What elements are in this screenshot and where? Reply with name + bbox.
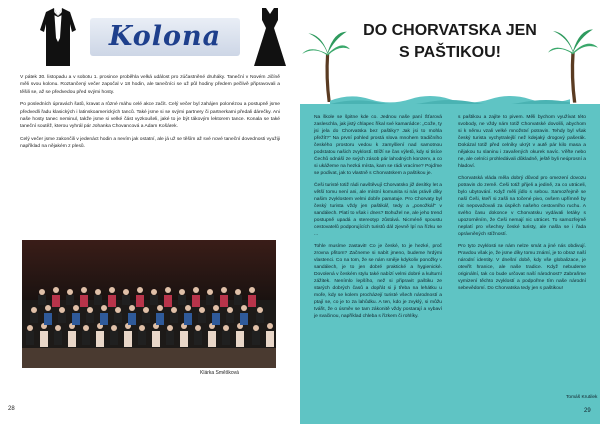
article-paragraph: Češi turisté totiž rádi navštěvují Chorvatsko již desítky let a větší tomu není ani, ale místní komunita si nás právě díky našim zvyklostem velmi dobře pamatuje. Pro Chorvaty byl český turista vždy jen paštikář, tedy a „ponožkář“ v sandálech. Platí to však i dnes? Bohužel ne, ale jeho trend postupně upadá a stereotyp zůstává. Nicméně spoustu cestovatelů podporujících turistů dál zjevně lpí na řízku se ...	[314, 183, 442, 237]
article-paragraph: Na škole se špitne kde co. Jednou naše paní Šťarová zasleschla, jak jistý chlapec říkal své kamarádce: „Cože, ty jsi jela do Chorvatska bez paštiky? Jak jsi to mohla přežít?“ Na první pohled prostá slova mnohem tradičního českého prostoru vedou k zamyšlení nad samotnou podstatou našich zvyklostí. Blíží se čas výletů, kdy si tisíce Čechů odnáší ze svých zásob pár lahodných konzerv, a co si ukážeme na hezká místa, kam se rádi vracíme? Pojďme se podívat, jak to vlastně s Chorvatskem a paštikou je.	[314, 115, 442, 176]
article-paragraph: Tohle musíme zastavit! Co je české, to je hezké, proč zrovna přitom? Začneme si nabít jmeno, budeme hrdými vlastenci. Co na tom, že se nám směje kdykoliv ponožky v sandálech, je to jen dobré praktické a hygienické. Dovolená v českém stylu také nabízí velmi dobré a kulturní zážitek. Nenímlo lepšího, než si připravit paštiku ze starých dobrých časů a dopřát si ji třeba na lehátku u moře, kdy se kolem procházejí turisté všech národností a ptají se, co je to za lahůdku. A ten, kdo je zvyklý, si můžu tvářit, že o úsměv se tam zákonitě vždy postarají a vybaví je svačinou, například chleba s řízkem či rohlíky.	[314, 244, 442, 319]
right-page	[300, 0, 600, 424]
article-column-1	[314, 114, 442, 325]
photo-caption: Klárka Směšková	[200, 370, 239, 376]
group-photo	[22, 240, 276, 368]
title-line-1: DO CHORVATSKA JEN	[363, 22, 537, 39]
page-number-left: 28	[8, 406, 15, 412]
left-paragraph: V pátek 30. listopadu a v sobotu 1. prosince proběhla velká událost pro zúčastněné druháky. Taneční v Novém Jičíně měli svou kolonu. Roztančený večer započal v 18 hodin, ale tanečníci se už půl hodiny předem pečlivě připravovali a těšili se, až se předvedou před svými hosty.	[20, 75, 280, 95]
page-number-right: 29	[584, 408, 591, 414]
author-name: Tomáš Krutilek	[566, 395, 598, 400]
article-paragraph: Pro tyto zvyklosti se nám nelze smát a jiné nás obdivují. Pravdou však je, že jsme díky tomu známí, je to obraz naší národní identity. V dnešní době, kdy vše globalizace, je otevřít hranice, ale naše tradice. Když nebudeme originální, tak co bude určovat naší národnost? Zabraňme vymizení těchto zvyklostí a podpořme tím naše národní sebevědomí. Do Chorvatska tedy jen s paštikou!	[458, 244, 586, 291]
title-box	[90, 18, 240, 56]
article-paragraph: s paštikou a zajíte to pivem. Měli bychom využívat této svobody, ne vždy nám totiž Chorvatské dovolili, abychom si k němu vzali velké množství potravin. Tehdy byl však český turista vychytralejší než kdejaký drogový pašerák. Dokázal totiž před celníky ukrýt v autě pár kilo masa a nějakou tu slaninu i zavařených okurek navíc. Věřte nebo ne, ale celníci prohledávali důkladně, ještě byli neúprosní a hladoví.	[458, 115, 586, 169]
left-header	[18, 6, 282, 68]
left-paragraph: Po posledních úpravách šatů, kravat a různé máhu celé akce začít. Celý večer byl zahájen polonézou a postupně jsme předvedli řadu klasických i latinskoamerických tanců. Také jsme si se svými partnery či partnerkami předali dárečky. Ani naše hosty tanec neminul, takže jsme si velké část vyzkoušeli, jaké to je být tákovým lektorem tance. Konala se také taneční soutěž, kterou vyhrál pár Johanka Chovancová a Adam Košárek.	[20, 102, 280, 130]
tuxedo-icon	[40, 8, 76, 66]
page-title: Kolona	[108, 21, 222, 52]
photo-crowd	[22, 240, 276, 368]
left-paragraph: Celý večer jsme zakončili v jedenáct hodin a nevím jak ostatní, ale já už se těším až své nové taneční dovednosti využiji například na nějakém z plesů.	[20, 136, 280, 150]
right-header	[300, 0, 600, 112]
article-title	[340, 20, 560, 64]
title-line-2: S PAŠTIKOU!	[399, 44, 501, 61]
left-article-text	[20, 74, 280, 156]
article-column-2	[458, 114, 586, 297]
dress-icon	[252, 8, 288, 66]
article-paragraph: Chorvatská vláda měla dobrý důvod pro omezení dovozu potravin do země. Češi totiž přijeli a jedině, za co utráceli, bylo ubytování. Když měli jídlo s sebou. Samozřejmě se naší Češi, kteří si zašli na točené pivo, ovšem upřímně by nic nepovažovali za úspěch našeho cestovního ruchu. A svého času dokonce v Chorvatsku vydávali letáky s upozorněním, že Češi nemají nic utrácet. To samozřejmě neplatí pro všechny české turisty, ale našla se i řada oprávněných stížností.	[458, 176, 586, 237]
